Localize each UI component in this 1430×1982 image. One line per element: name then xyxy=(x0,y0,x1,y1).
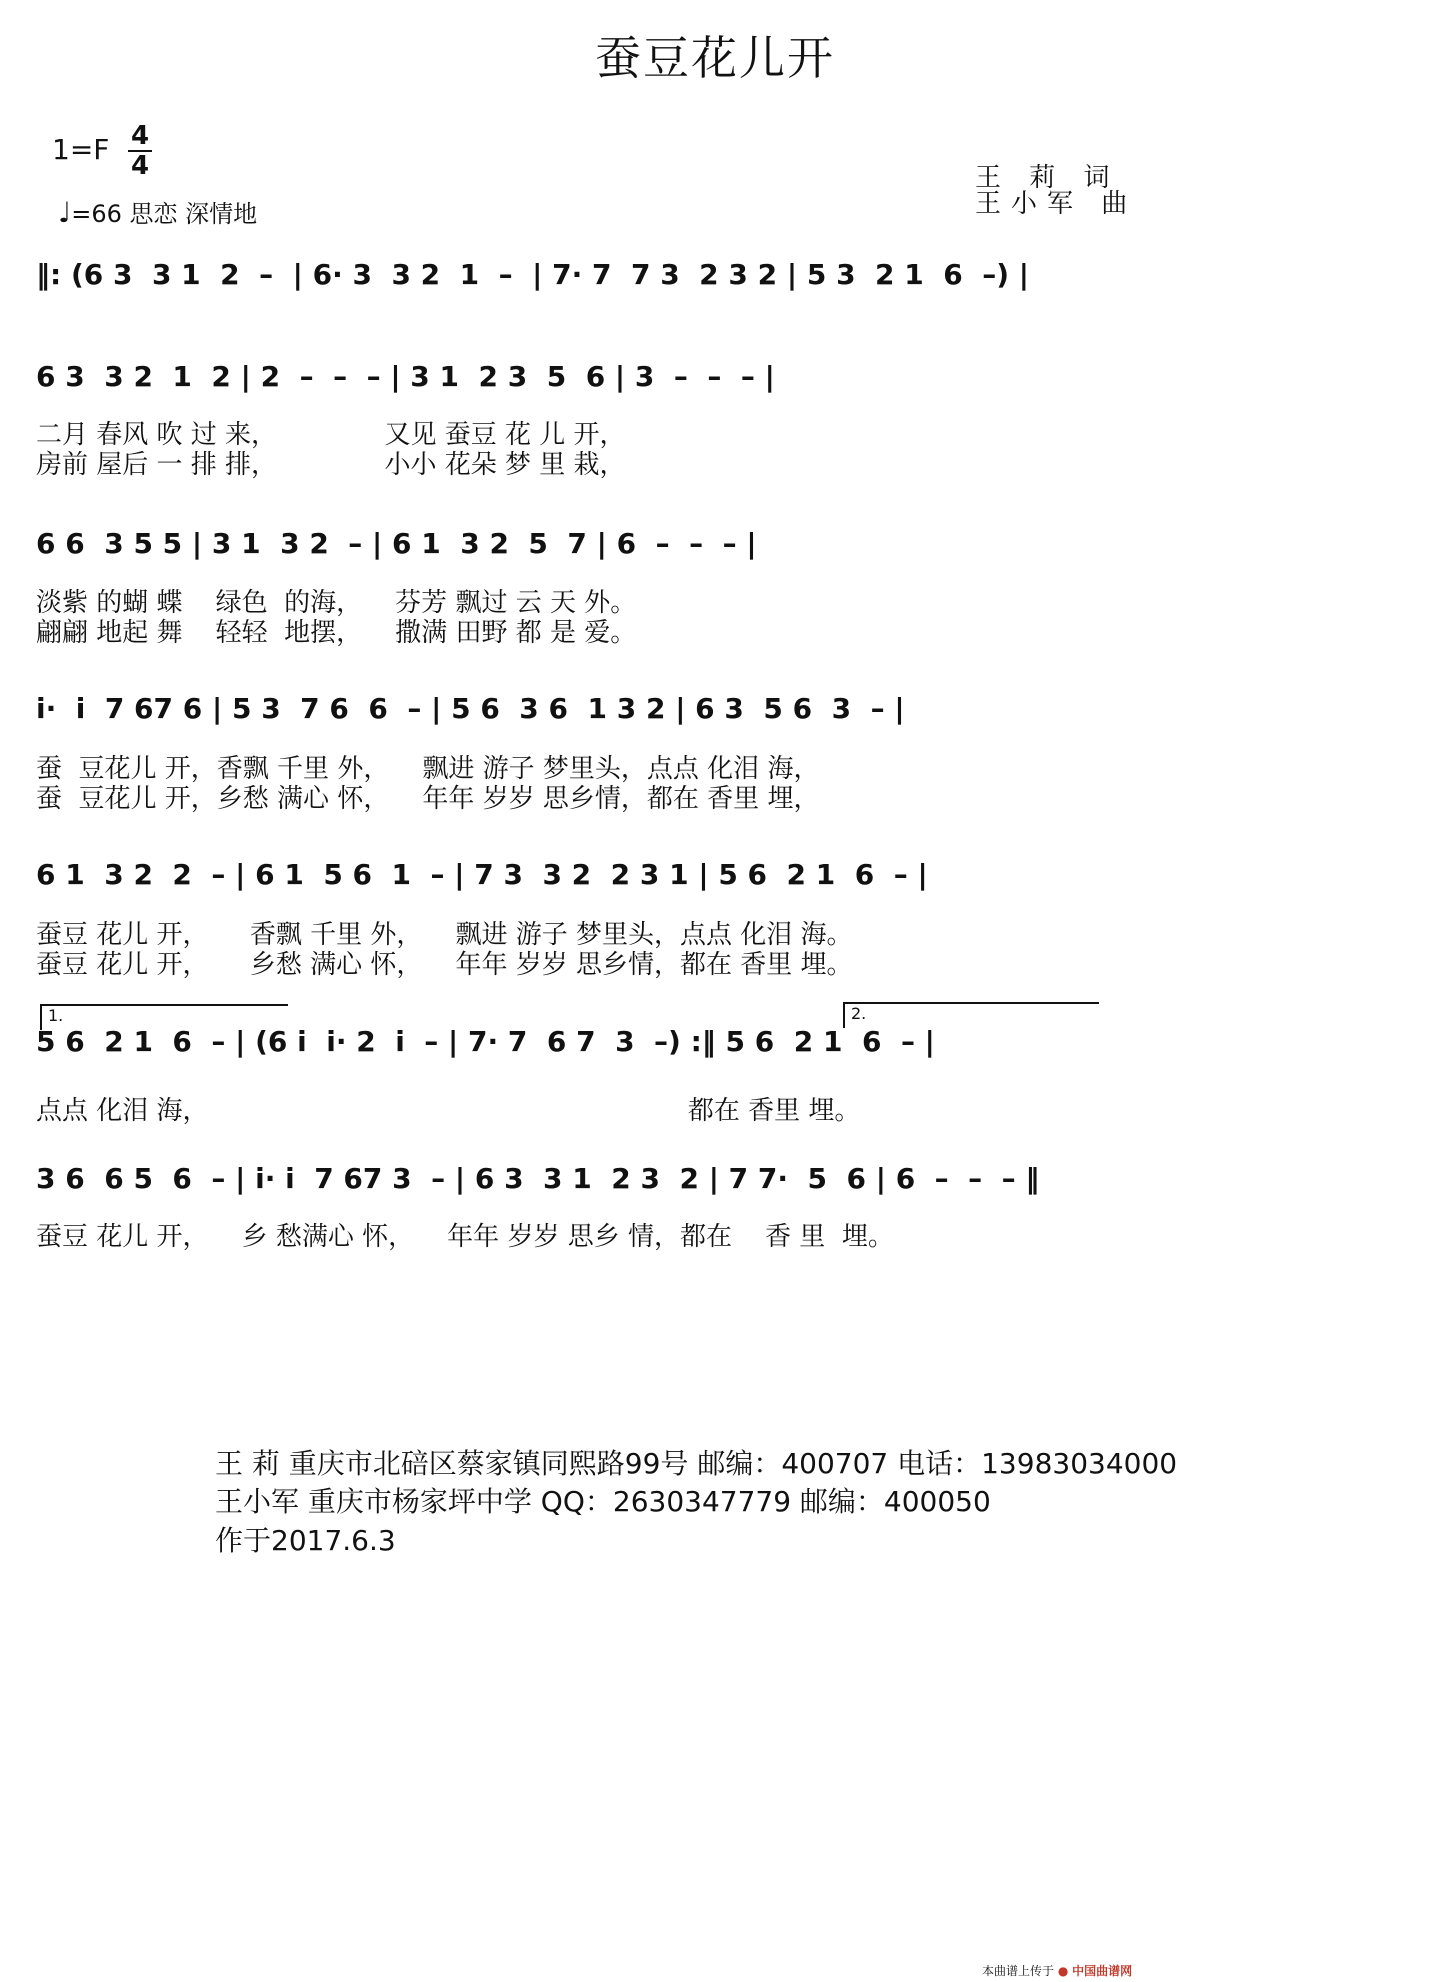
lyric-line: 蚕豆 花儿 开， 香飘 千里 外， 飘进 游子 梦里头，点点 化泪 海。 xyxy=(36,920,853,950)
notation-row: 6 3 3 2 1 2 | 2 – – – | 3 1 2 3 5 6 | 3 – – – | xyxy=(36,360,775,393)
lyricist-credit: 王 莉 词 xyxy=(975,163,1120,193)
footer-line-3: 作于2017.6.3 xyxy=(215,1524,396,1557)
notation-row: ‖: (6 3 3 1 2 – | 6· 3 3 2 1 – | 7· 7 7 3 2 3 2 | 5 3 2 1 6 –) | xyxy=(36,258,1030,291)
volta-1-label: 1. xyxy=(48,1006,64,1025)
meter-bottom: 4 xyxy=(130,151,150,181)
lyric-line: 淡紫 的蝴 蝶 绿色 的海， 芬芳 飘过 云 天 外。 xyxy=(36,588,637,618)
notation-row: 6 1 3 2 2 – | 6 1 5 6 1 – | 7 3 3 2 2 3 1 | 5 6 2 1 6 – | xyxy=(36,858,928,891)
lyric-line: 翩翩 地起 舞 轻轻 地摆， 撒满 田野 都 是 爱。 xyxy=(36,618,637,648)
lyric-line: 蚕豆 花儿 开， 乡愁 满心 怀， 年年 岁岁 思乡情，都在 香里 埋。 xyxy=(36,950,853,980)
time-signature xyxy=(128,123,152,179)
lyric-line: 点点 化泪 海， 都在 香里 埋。 xyxy=(36,1096,861,1126)
notation-row: 3 6 6 5 6 – | i· i 7 67 3 – | 6 3 3 1 2 3 2 | 7 7· 5 6 | 6 – – – ‖ xyxy=(36,1162,1040,1195)
lyric-line: 蚕 豆花儿 开，香飘 千里 外， 飘进 游子 梦里头，点点 化泪 海， xyxy=(36,754,820,784)
footer-line-2: 王小军 重庆市杨家坪中学 QQ：2630347779 邮编：400050 xyxy=(215,1485,991,1518)
key-signature: 1=F xyxy=(52,133,110,166)
site-name: 中国曲谱网 xyxy=(1072,1964,1133,1978)
notation-row: 6 6 3 5 5 | 3 1 3 2 – | 6 1 3 2 5 7 | 6 – – – | xyxy=(36,527,757,560)
notation-row: i· i 7 67 6 | 5 3 7 6 6 – | 5 6 3 6 1 3 2 | 6 3 5 6 3 – | xyxy=(36,692,905,725)
site-logo-icon: ● xyxy=(1057,1964,1069,1978)
footer-line-1: 王 莉 重庆市北碚区蔡家镇同熙路99号 邮编：400707 电话：13983034000 xyxy=(215,1447,1178,1480)
lyric-line: 蚕 豆花儿 开，乡愁 满心 怀， 年年 岁岁 思乡情，都在 香里 埋， xyxy=(36,784,820,814)
volta-2-label: 2. xyxy=(851,1004,867,1023)
upload-text: 本曲谱上传于 xyxy=(982,1964,1055,1978)
volta-2 xyxy=(843,1002,1099,1028)
composer-credit: 王小军 曲 xyxy=(975,189,1138,219)
meter-top: 4 xyxy=(130,121,150,151)
lyric-line: 蚕豆 花儿 开， 乡 愁满心 怀， 年年 岁岁 思乡 情，都在 香 里 埋。 xyxy=(36,1222,894,1252)
tempo-text: =66 思恋 深情地 xyxy=(71,200,258,228)
quarter-note-icon: ♩ xyxy=(58,196,72,229)
tempo-marking xyxy=(58,194,257,229)
page-title: 蚕豆花儿开 xyxy=(595,31,835,85)
lyric-line: 房前 屋后 一 排 排， 小小 花朵 梦 里 栽， xyxy=(36,450,626,480)
upload-note xyxy=(982,1962,1132,1979)
volta-1 xyxy=(40,1004,288,1030)
notation-row: 5 6 2 1 6 – | (6 i i· 2 i – | 7· 7 6 7 3 –) :‖ 5 6 2 1 6 – | xyxy=(36,1025,935,1058)
lyric-line: 二月 春风 吹 过 来， 又见 蚕豆 花 儿 开， xyxy=(36,420,626,450)
